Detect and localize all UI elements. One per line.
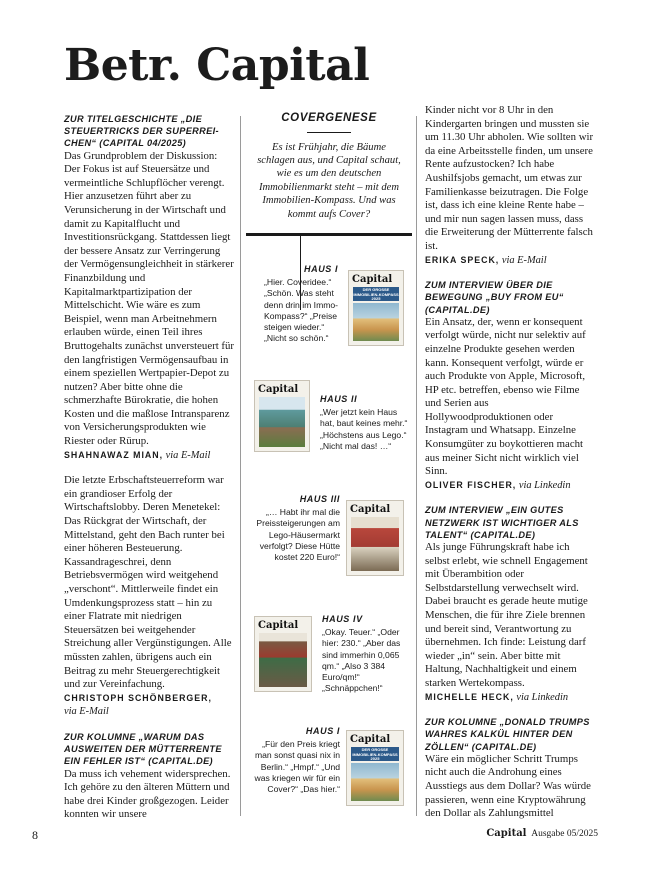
lego-house-photo [351,517,399,571]
page-number: 8 [32,828,38,842]
lego-house-photo [351,763,399,801]
haus-text: „Wer jetzt kein Haus hat, baut keines mehr.“ „Höchstens aus Lego.“ „Nicht mal das! …“ [320,407,408,451]
haus-3-caption [250,494,340,563]
letter-heading: ZUM INTERVIEW „EIN GUTES NETZWERK IST WICHTIGER ALS TALENT“ (CAPITAL.DE) [425,505,579,540]
covergenese-intro: Es ist Frühjahr, die Bäume schlagen aus, und Capital schaut, wie es um den deutschen Immobilienmarkt steht – mit dem Immobilien-Kompass. Und was kommt aufs Cover? [257,141,401,220]
cover-image [254,380,310,452]
page-title: Betr. Capital [64,40,370,91]
footer-issue-text: Ausgabe 05/2025 [531,829,598,839]
cover-subtitle: DER GROSSE IMMOBILIEN-KOMPASS 2025 [353,287,399,302]
footer-issue [486,828,598,839]
right-column [425,104,595,821]
cover-brand: Capital [350,504,391,515]
author-name: SHAHNAWAZ MIAN, [64,449,164,460]
haus-5-caption [250,726,340,795]
lego-house-photo [259,397,305,447]
haus-title: HAUS II [320,394,358,404]
cover-image [348,270,404,346]
author-via: via E-Mail [165,449,211,461]
haus-text: „… Habt ihr mal die Preissteigerungen am Lego-Häusermarkt verfolgt? Diese Hütte kostet 220 Euro!“ [256,507,340,563]
letter-body: Wäre ein möglicher Schritt Trumps nicht auch die Androhung eines Ausstiegs aus dem Dollar? Was würde passieren, wenn eine Kryptowährung den Dollar als Zahlungsmittel [425,752,591,820]
cover-brand: Capital [352,274,393,285]
haus-text: „Für den Preis kriegt man sonst quasi nix in Berlin.“ „Hmpf.“ „Und was kriegen wir für ein Cover?“ „Das hier.“ [254,739,340,795]
haus-2-caption [320,394,410,452]
haus-title: HAUS IV [322,614,363,624]
footer-brand: Capital [486,828,527,839]
cover-brand: Capital [258,384,299,395]
haus-1-caption [264,264,346,344]
letter-body: Ein Ansatz, der, wenn er konsequent verfolgt würde, nicht nur selektiv auf einzelne Produkte gesehen werden kann. Konsequent verfolgt, würde er auch Produkte von Apple, Microsoft, HP etc. betreffen, ebenso wie Filme und Serien aus Hollywoodproduktionen oder Instagram und Whatsapp. Einzelne Konsumgüter zu boykottieren macht aus meiner Sicht nicht wirklich viel Sinn. [425,315,586,478]
haus-text: „Okay. Teuer.“ „Oder hier: 230.“ „Aber das sind immerhin 0,065 qm.“ „Also 3 384 Euro/qm!“ „Schnäppchen!“ [322,627,401,694]
letter-body: Kinder nicht vor 8 Uhr in den Kindergarten bringen und mussten sie um 11.30 Uhr abholen. Wie sollten wir da eine Arbeitsstelle finden, um unsere Rente aufzustocken? Ich habe Aushilfsjobs gemacht, um etwas zur Familienkasse beizutragen. Die Folge ist, dass ich eine kleine Rente habe – und mir nun sagen lassen muss, dass die Erweiterung der Mütterrente falsch ist. [425,104,594,252]
cover-banner [351,747,399,761]
author-name: MICHELLE HECK, [425,691,514,702]
column-divider-right [416,116,417,816]
cover-image [346,500,404,576]
separator-bar [246,233,412,236]
cover-banner [353,287,399,301]
author-via: via E-Mail [501,254,547,266]
letter-body: Das Grundproblem der Diskussion: Der Fokus ist auf Steuersätze und vermeintliche Schlupflöcher verengt. Hier anzusetzen führt aber zu Verunsicherung in der Wirtschaft und damit zu Kapitalflucht und Investitionsrückgang. Stattdessen liegt der bessere Ansatz zur Verringerung der Vermögensungleichheit in stärkerer Finanzbildung und Kapitalmarktpartizipation der Mittelschicht. Wie wäre es zum Beispiel, wenn man Arbeitnehmern erlauben würde, einen Teil ihres Bruttogehalts zunächst unversteuert für den langfristigen Vermögensaufbau in einem speziellen Wertpapier-Depot zu nutzen? Aber bitte ohne die schmerzhafte Bürokratie, die hohen Kosten und die maßlose Intransparenz von Versicherungsprodukten wie Riester oder Rürup. [64,149,234,448]
letter-body: Als junge Führungskraft habe ich selbst erlebt, wie schnell Engagement mit Überambition oder Selbstdarstellung verwechselt wird. Dabei braucht es gerade heute mutige Menschen, die für ihre Ziele brennen und bereit sind, Verantwortung zu übernehmen. Ich finde: Leistung darf wieder „in“ sein. Aber bitte mit Haltung, Nachhaltigkeit und einem starken Wertekompass. [425,541,588,689]
cover-brand: Capital [258,620,299,631]
covergenese-title: COVERGENESE [281,112,377,124]
cover-image [254,616,312,692]
cover-brand: Capital [350,734,391,745]
letter-heading: ZUR KOLUMNE „WARUM DAS AUSWEITEN DER MÜTTERRENTE EIN FEHLER IST“ (CAPITAL.DE) [64,731,222,767]
letter-heading: ZUR TITELGESCHICHTE „DIE STEUERTRICKS DER SUPERREICHEN“ (CAPITAL 04/2025) [64,114,219,149]
haus-title: HAUS III [299,494,340,504]
author-name: ERIKA SPECK, [425,254,500,265]
author-name: CHRISTOPH SCHÖNBERGER, [64,692,212,703]
letter-body: Da muss ich vehement widersprechen. Ich gehöre zu den älteren Müttern und habe drei Kinder großgezogen. Leider konnten wir unsere [64,767,231,821]
letter-signature [64,692,234,719]
author-name: OLIVER FISCHER, [425,479,517,490]
haus-title: HAUS I [304,264,339,274]
lego-house-photo [353,303,399,341]
column-divider-left [240,116,241,816]
title-rule [307,132,351,133]
haus-text: „Hier. Coveridee.“ „Schön. Was steht denn drin im Immo-Kompass?“ „Preise steigen wieder.“ „Nicht so schön.“ [264,277,339,344]
author-via: via E-Mail [64,706,109,718]
letter-heading: ZUR KOLUMNE „DONALD TRUMPS WAHRES KALKÜL HINTER DEN ZÖLLEN“ (CAPITAL.DE) [425,717,590,752]
cover-subtitle: DER GROSSE IMMOBILIEN-KOMPASS 2025 [352,747,398,762]
author-via: via Linkedin [518,479,571,491]
haus-title: HAUS I [305,726,340,736]
letter-signature [425,254,595,268]
covergenese-box [246,104,412,816]
left-column [64,113,234,822]
cover-image [346,730,404,806]
letter-heading: ZUM INTERVIEW ÜBER DIE BEWEGUNG „BUY FROM EU“ (CAPITAL.DE) [425,280,564,315]
author-via: via Linkedin [516,691,569,703]
letter-signature [425,479,595,493]
lego-house-photo [259,633,307,687]
haus-4-caption [322,614,412,694]
letter-signature [64,449,234,463]
letter-signature [425,691,595,705]
letter-body: Die letzte Erbschaftsteuerreform war ein grandioser Erfolg der Wirtschaftslobby. Deren Menetekel: Das Rückgrat der Wirtschaft, der Mittelstand, geht den Bach runter bei einer höheren Besteuerung. Kassandrageschrei, denn Betriebsvermögen wird weitgehend „verschont“. Mittlerweile findet ein Umdenkungsprozess statt – hin zu einer Flatrate mit niedrigen Steuersätzen bei weitgehender Streichung aller Vergünstigungen. Alle müssten zahlen, übrigens auch ein Beitrag zu mehr Steuergerechtigkeit und zur Vereinfachung. [64,474,232,691]
